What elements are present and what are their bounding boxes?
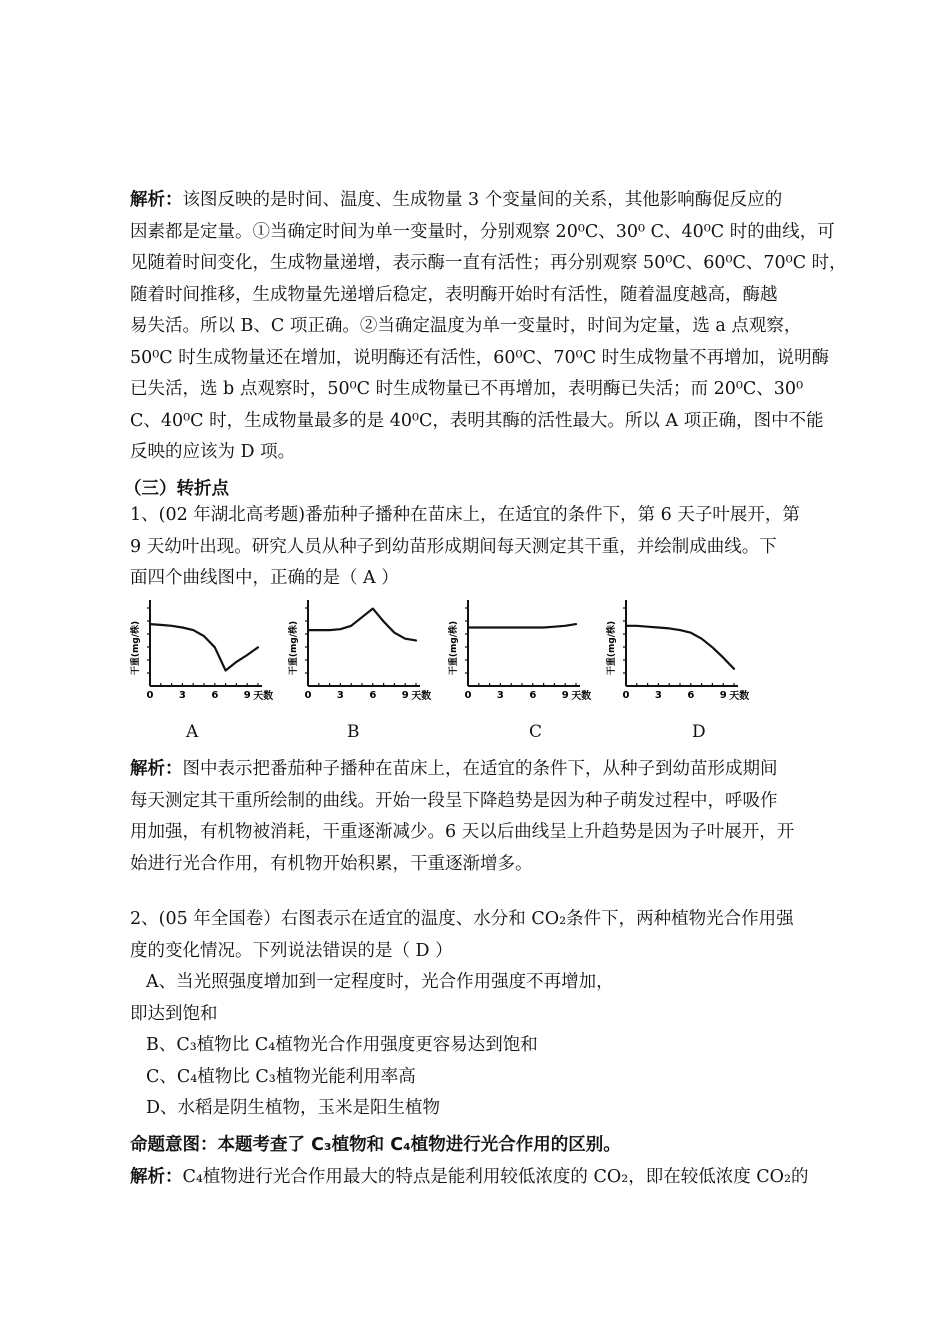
- question-2: [130, 904, 830, 1125]
- analysis-line: 50⁰C 时生成物量还在增加，说明酶还有活性，60⁰C、70⁰C 时生成物量不再增加，说明酶: [130, 347, 830, 368]
- analysis-line: 反映的应该为 D 项。: [130, 442, 296, 462]
- x-tick-label: 9: [719, 690, 727, 701]
- option-d: D、水稻是阴生植物，玉米是阳生植物: [146, 1098, 441, 1118]
- x-tick-label: 3: [178, 690, 186, 701]
- y-axis-label: 干重(mg/株): [607, 620, 617, 676]
- option-b: B、C₃植物比 C₄植物光合作用强度更容易达到饱和: [146, 1035, 538, 1055]
- series-line: [308, 609, 416, 641]
- x-tick-label: 0: [146, 690, 154, 701]
- question-line: 度的变化情况。下列说法错误的是（ D ）: [130, 940, 453, 961]
- analysis-line: 始进行光合作用，有机物开始积累，干重逐渐增多。: [130, 853, 533, 874]
- chart-a: [124, 592, 274, 710]
- analysis-line: 已失活，选 b 点观察时，50⁰C 时生成物量已不再增加，表明酶已失活；而 20⁰C、30⁰: [130, 379, 804, 399]
- series-line: [626, 626, 734, 669]
- y-axis-label: 干重(mg/株): [289, 620, 299, 676]
- analysis-line: 随着时间推移，生成物量先递增后稳定，表明酶开始时有活性，随着温度越高，酶越: [130, 284, 778, 305]
- analysis-line: C、40⁰C 时，生成物量最多的是 40⁰C，表明其酶的活性最大。所以 A 项正确，图中不能: [130, 410, 824, 431]
- analysis-paragraph-3: [130, 1162, 830, 1194]
- x-tick-label: 0: [464, 690, 472, 701]
- x-tick-label: 6: [369, 690, 377, 701]
- x-axis-label: 天数: [253, 691, 274, 702]
- analysis-label: 解析：: [130, 1167, 183, 1187]
- x-axis-label: 天数: [729, 691, 750, 702]
- analysis-line: 每天测定其干重所绘制的曲线。开始一段呈下降趋势是因为种子萌发过程中，呼吸作: [130, 790, 778, 811]
- option-a-continued: 即达到饱和: [130, 1003, 218, 1024]
- analysis-line: 用加强，有机物被消耗，干重逐渐减少。6 天以后曲线呈上升趋势是因为子叶展开，开: [130, 822, 795, 842]
- analysis-line: 因素都是定量。①当确定时间为单一变量时，分别观察 20⁰C、30⁰ C、40⁰C 时的曲线，可: [130, 221, 835, 242]
- section-title: （三）转折点: [124, 479, 229, 499]
- x-tick-label: 0: [304, 690, 312, 701]
- analysis-line: C₄植物进行光合作用最大的特点是能利用较低浓度的 CO₂，即在较低浓度 CO₂的: [182, 1167, 809, 1187]
- analysis-label: 解析：: [130, 190, 183, 210]
- x-tick-label: 9: [401, 690, 409, 701]
- chart-label-d: D: [692, 722, 706, 742]
- x-tick-label: 9: [243, 690, 251, 701]
- series-line: [150, 624, 258, 670]
- chart-row: [124, 592, 824, 710]
- question-intent: [130, 1130, 830, 1162]
- analysis-paragraph-2: [130, 754, 830, 880]
- y-axis-label: 干重(mg/株): [449, 620, 459, 676]
- y-axis-label: 干重(mg/株): [131, 620, 141, 676]
- option-a: A、当光照强度增加到一定程度时，光合作用强度不再增加，: [146, 972, 614, 992]
- analysis-paragraph-1: [130, 185, 847, 469]
- question-line: 面四个曲线图中，正确的是（ A ）: [130, 568, 399, 588]
- question-line: 2、(05 年全国卷）右图表示在适宜的温度、水分和 CO₂条件下，两种植物光合作用强: [130, 909, 794, 929]
- x-tick-label: 6: [211, 690, 219, 701]
- intent-text: 命题意图：本题考查了 C₃植物和 C₄植物进行光合作用的区别。: [130, 1135, 621, 1155]
- analysis-label: 解析：: [130, 759, 183, 779]
- chart-label-a: A: [186, 722, 199, 742]
- analysis-line: 见随着时间变化，生成物量递增，表示酶一直有活性；再分别观察 50⁰C、60⁰C、70⁰C 时，: [130, 253, 847, 273]
- x-tick-label: 6: [529, 690, 537, 701]
- series-line: [468, 624, 576, 627]
- x-tick-label: 3: [654, 690, 662, 701]
- chart-label-b: B: [347, 722, 360, 742]
- question-line: 9 天幼叶出现。研究人员从种子到幼苗形成期间每天测定其干重，并绘制成曲线。下: [130, 536, 777, 557]
- chart-c: [442, 592, 602, 710]
- question-line: 1、(02 年湖北高考题)番茄种子播种在苗床上，在适宜的条件下，第 6 天子叶展开，第: [130, 505, 800, 525]
- x-tick-label: 6: [687, 690, 695, 701]
- x-tick-label: 3: [336, 690, 344, 701]
- chart-label-c: C: [529, 722, 543, 742]
- x-tick-label: 0: [622, 690, 630, 701]
- x-tick-label: 3: [496, 690, 504, 701]
- chart-d: [600, 592, 760, 710]
- analysis-line: 易失活。所以 B、C 项正确。②当确定温度为单一变量时，时间为定量，选 a 点观察，: [130, 316, 802, 336]
- x-axis-label: 天数: [411, 691, 432, 702]
- analysis-line: 该图反映的是时间、温度、生成物量 3 个变量间的关系，其他影响酶促反应的: [182, 190, 783, 210]
- analysis-line: 图中表示把番茄种子播种在苗床上，在适宜的条件下，从种子到幼苗形成期间: [182, 759, 778, 779]
- question-1: [130, 500, 830, 595]
- x-axis-label: 天数: [571, 691, 592, 702]
- x-tick-label: 9: [561, 690, 569, 701]
- option-c: C、C₄植物比 C₃植物光能利用率高: [146, 1066, 416, 1087]
- chart-b: [282, 592, 432, 710]
